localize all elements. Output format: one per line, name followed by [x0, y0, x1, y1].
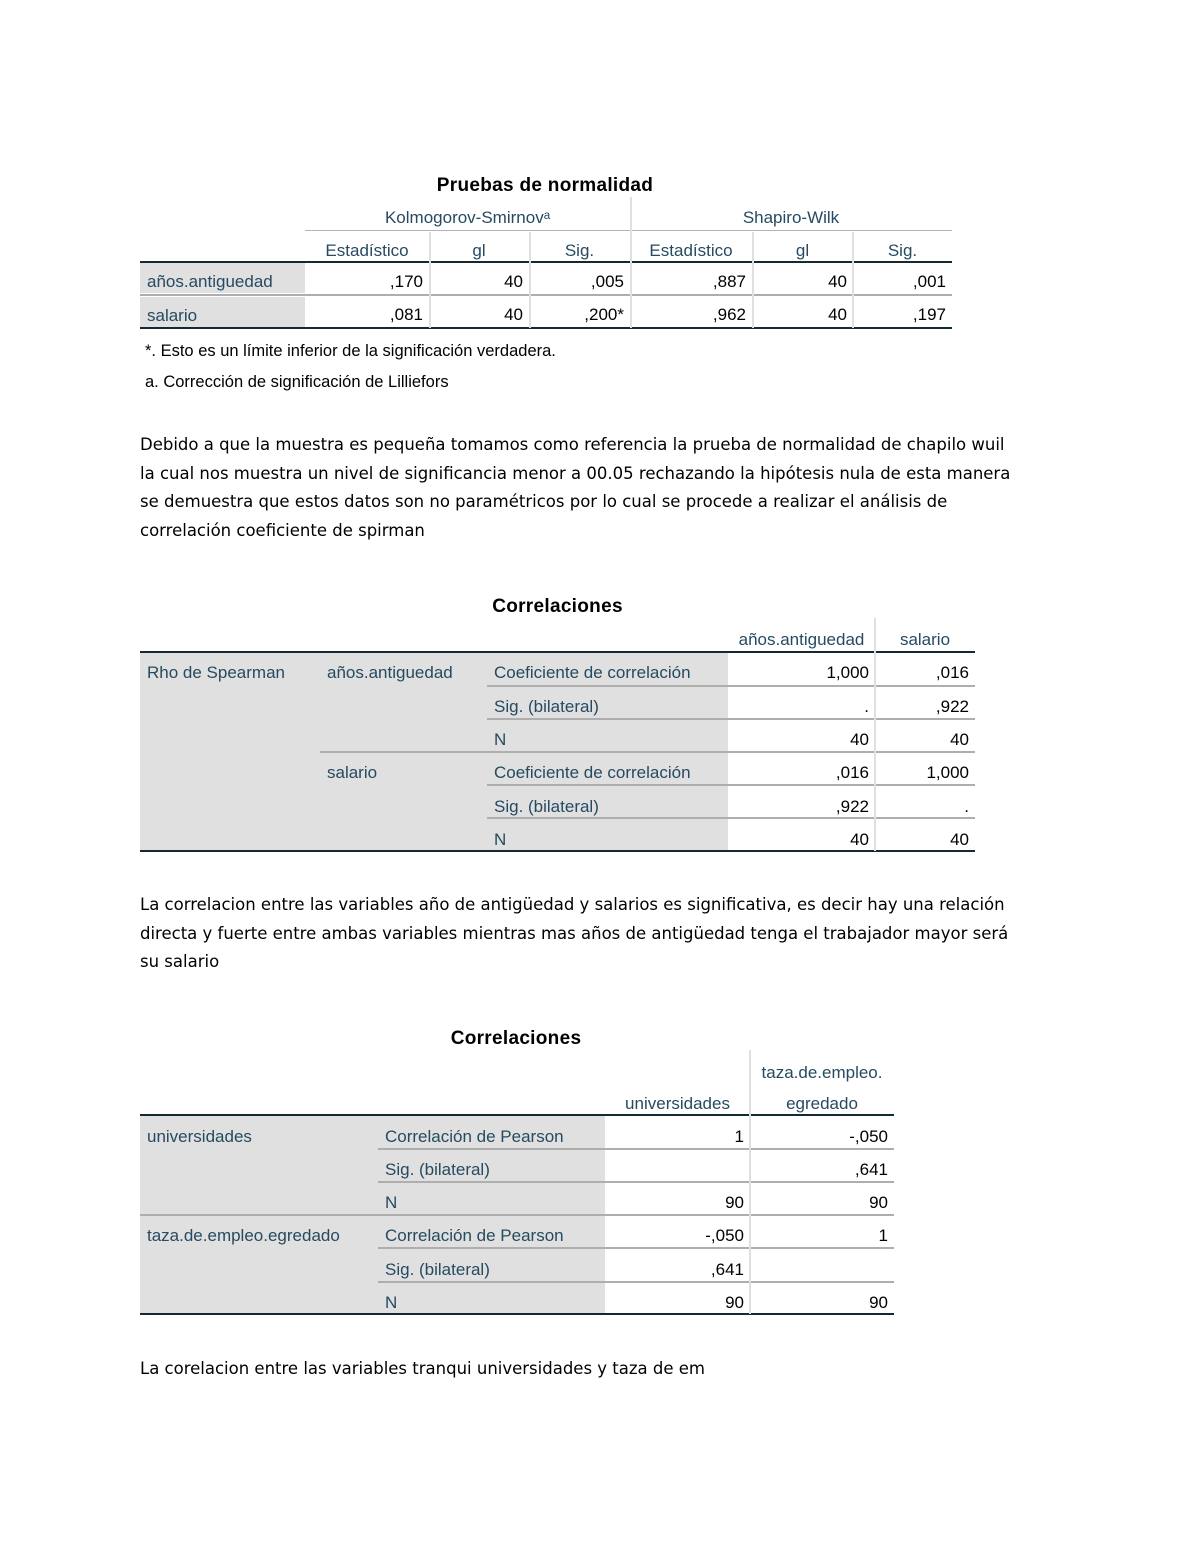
- stat-label-n: N: [494, 830, 507, 849]
- paragraph-line: la cual nos muestra un nivel de significancia menor a 00.05 rechazando la hipótesis nula de esta manera: [140, 463, 1011, 483]
- stat-label-pearson: Correlación de Pearson: [385, 1226, 564, 1245]
- table-cell: -,050: [849, 1127, 888, 1146]
- group-header-kolmogorov: Kolmogorov-Smirnovᵃ: [384, 208, 551, 227]
- table-cell: 90: [725, 1293, 744, 1312]
- table-cell: ,005: [590, 272, 624, 291]
- stat-label-pearson: Correlación de Pearson: [385, 1127, 564, 1146]
- spearman-table-title: Correlaciones: [492, 596, 623, 617]
- col-header-gl-ks: gl: [472, 241, 486, 260]
- paragraph-line: La corelacion entre las variables tranqui universidades y taza de em: [140, 1359, 705, 1378]
- stat-label-sig: Sig. (bilateral): [494, 797, 599, 816]
- paragraph-line: se demuestra que estos datos son no paramétricos por lo cual se procede a realizar el análisis de: [140, 492, 948, 511]
- table-cell: ,887: [712, 272, 746, 291]
- row-label-antiguedad: años.antiguedad: [140, 263, 305, 293]
- row-label-var-taza: taza.de.empleo.egredado: [147, 1226, 340, 1245]
- paragraph-line: La correlacion entre las variables año de antigüedad y salarios es significativa, es decir hay una relación: [140, 895, 1005, 914]
- table-cell: 40: [950, 730, 969, 749]
- table-cell: 40: [850, 730, 869, 749]
- table-cell: ,641: [710, 1260, 744, 1279]
- stat-label-sig: Sig. (bilateral): [385, 1160, 490, 1179]
- paragraph-line: correlación coeficiente de spirman: [140, 520, 425, 540]
- table-cell: -,050: [705, 1226, 744, 1245]
- col-header-estadistico-ks: Estadístico: [325, 241, 409, 260]
- row-label-var-antiguedad: años.antiguedad: [327, 663, 453, 682]
- paragraph-line: Debido a que la muestra es pequeña tomamos como referencia la prueba de normalidad de chapilo wuil: [140, 435, 1005, 454]
- table-cell: ,197: [912, 305, 946, 324]
- table-cell: 90: [869, 1293, 888, 1312]
- table-cell: ,641: [854, 1160, 888, 1179]
- table-cell: ,922: [835, 797, 869, 816]
- stat-label-sig: Sig. (bilateral): [385, 1260, 490, 1279]
- paragraph-line: directa y fuerte entre ambas variables mientras mas años de antigüedad tenga el trabajador mayor será: [140, 923, 1009, 943]
- row-label-var-universidades: universidades: [147, 1127, 252, 1146]
- table-cell: 40: [850, 830, 869, 849]
- table-cell: 90: [869, 1193, 888, 1212]
- table-cell: 40: [504, 305, 523, 324]
- table-cell: ,016: [835, 763, 869, 782]
- row-label-salario: salario: [140, 297, 305, 327]
- col-header-salario: salario: [899, 630, 951, 649]
- table-cell: ,200*: [584, 305, 624, 324]
- normality-table-title: Pruebas de normalidad: [436, 175, 654, 196]
- col-header-estadistico-sw: Estadístico: [649, 241, 733, 260]
- table-cell: 1,000: [926, 763, 969, 782]
- table-cell: ,001: [912, 272, 946, 291]
- col-header-sig-ks: Sig.: [564, 241, 595, 260]
- group-header-shapiro: Shapiro-Wilk: [742, 208, 840, 227]
- normality-footnote-1: *. Esto es un límite inferior de la significación verdadera.: [145, 342, 556, 360]
- paragraph-pearson-conclusion: [140, 1355, 1065, 1384]
- table-cell: ,962: [712, 305, 746, 324]
- normality-footnote-2: a. Corrección de significación de Lilliefors: [145, 373, 449, 391]
- pearson-table-title: Correlaciones: [450, 1028, 582, 1049]
- table-cell: .: [864, 697, 869, 716]
- row-label-var-salario: salario: [327, 763, 378, 782]
- table-cell: 1,000: [826, 663, 869, 682]
- table-cell: 40: [828, 272, 847, 291]
- col-header-gl-sw: gl: [795, 241, 810, 260]
- row-label-method: Rho de Spearman: [147, 663, 285, 682]
- table-cell: .: [964, 797, 969, 816]
- paragraph-spearman-conclusion: [140, 891, 1065, 977]
- table-cell: ,016: [935, 663, 969, 682]
- stat-label-coef: Coeficiente de correlación: [494, 763, 691, 782]
- paragraph-line: su salario: [140, 952, 220, 971]
- stat-label-n: N: [385, 1293, 398, 1312]
- col-header-taza-line1: taza.de.empleo.: [761, 1063, 883, 1082]
- stat-label-n: N: [385, 1193, 398, 1212]
- table-cell: 1: [878, 1226, 888, 1245]
- stat-label-n: N: [494, 730, 507, 749]
- table-cell: ,170: [389, 272, 423, 291]
- col-header-sig-sw: Sig.: [887, 241, 918, 260]
- table-cell: 90: [725, 1193, 744, 1212]
- table-cell: 40: [828, 305, 847, 324]
- paragraph-normality-conclusion: [140, 431, 1065, 545]
- table-cell: 40: [504, 272, 523, 291]
- table-cell: ,081: [389, 305, 423, 324]
- stat-label-sig: Sig. (bilateral): [494, 697, 599, 716]
- col-header-taza-line2: egredado: [786, 1094, 858, 1113]
- stat-label-coef: Coeficiente de correlación: [494, 663, 691, 682]
- table-cell: 40: [950, 830, 969, 849]
- col-header-antiguedad: años.antiguedad: [738, 630, 865, 649]
- col-header-universidades: universidades: [625, 1094, 730, 1113]
- table-cell: 1: [734, 1127, 744, 1146]
- table-cell: ,922: [935, 697, 969, 716]
